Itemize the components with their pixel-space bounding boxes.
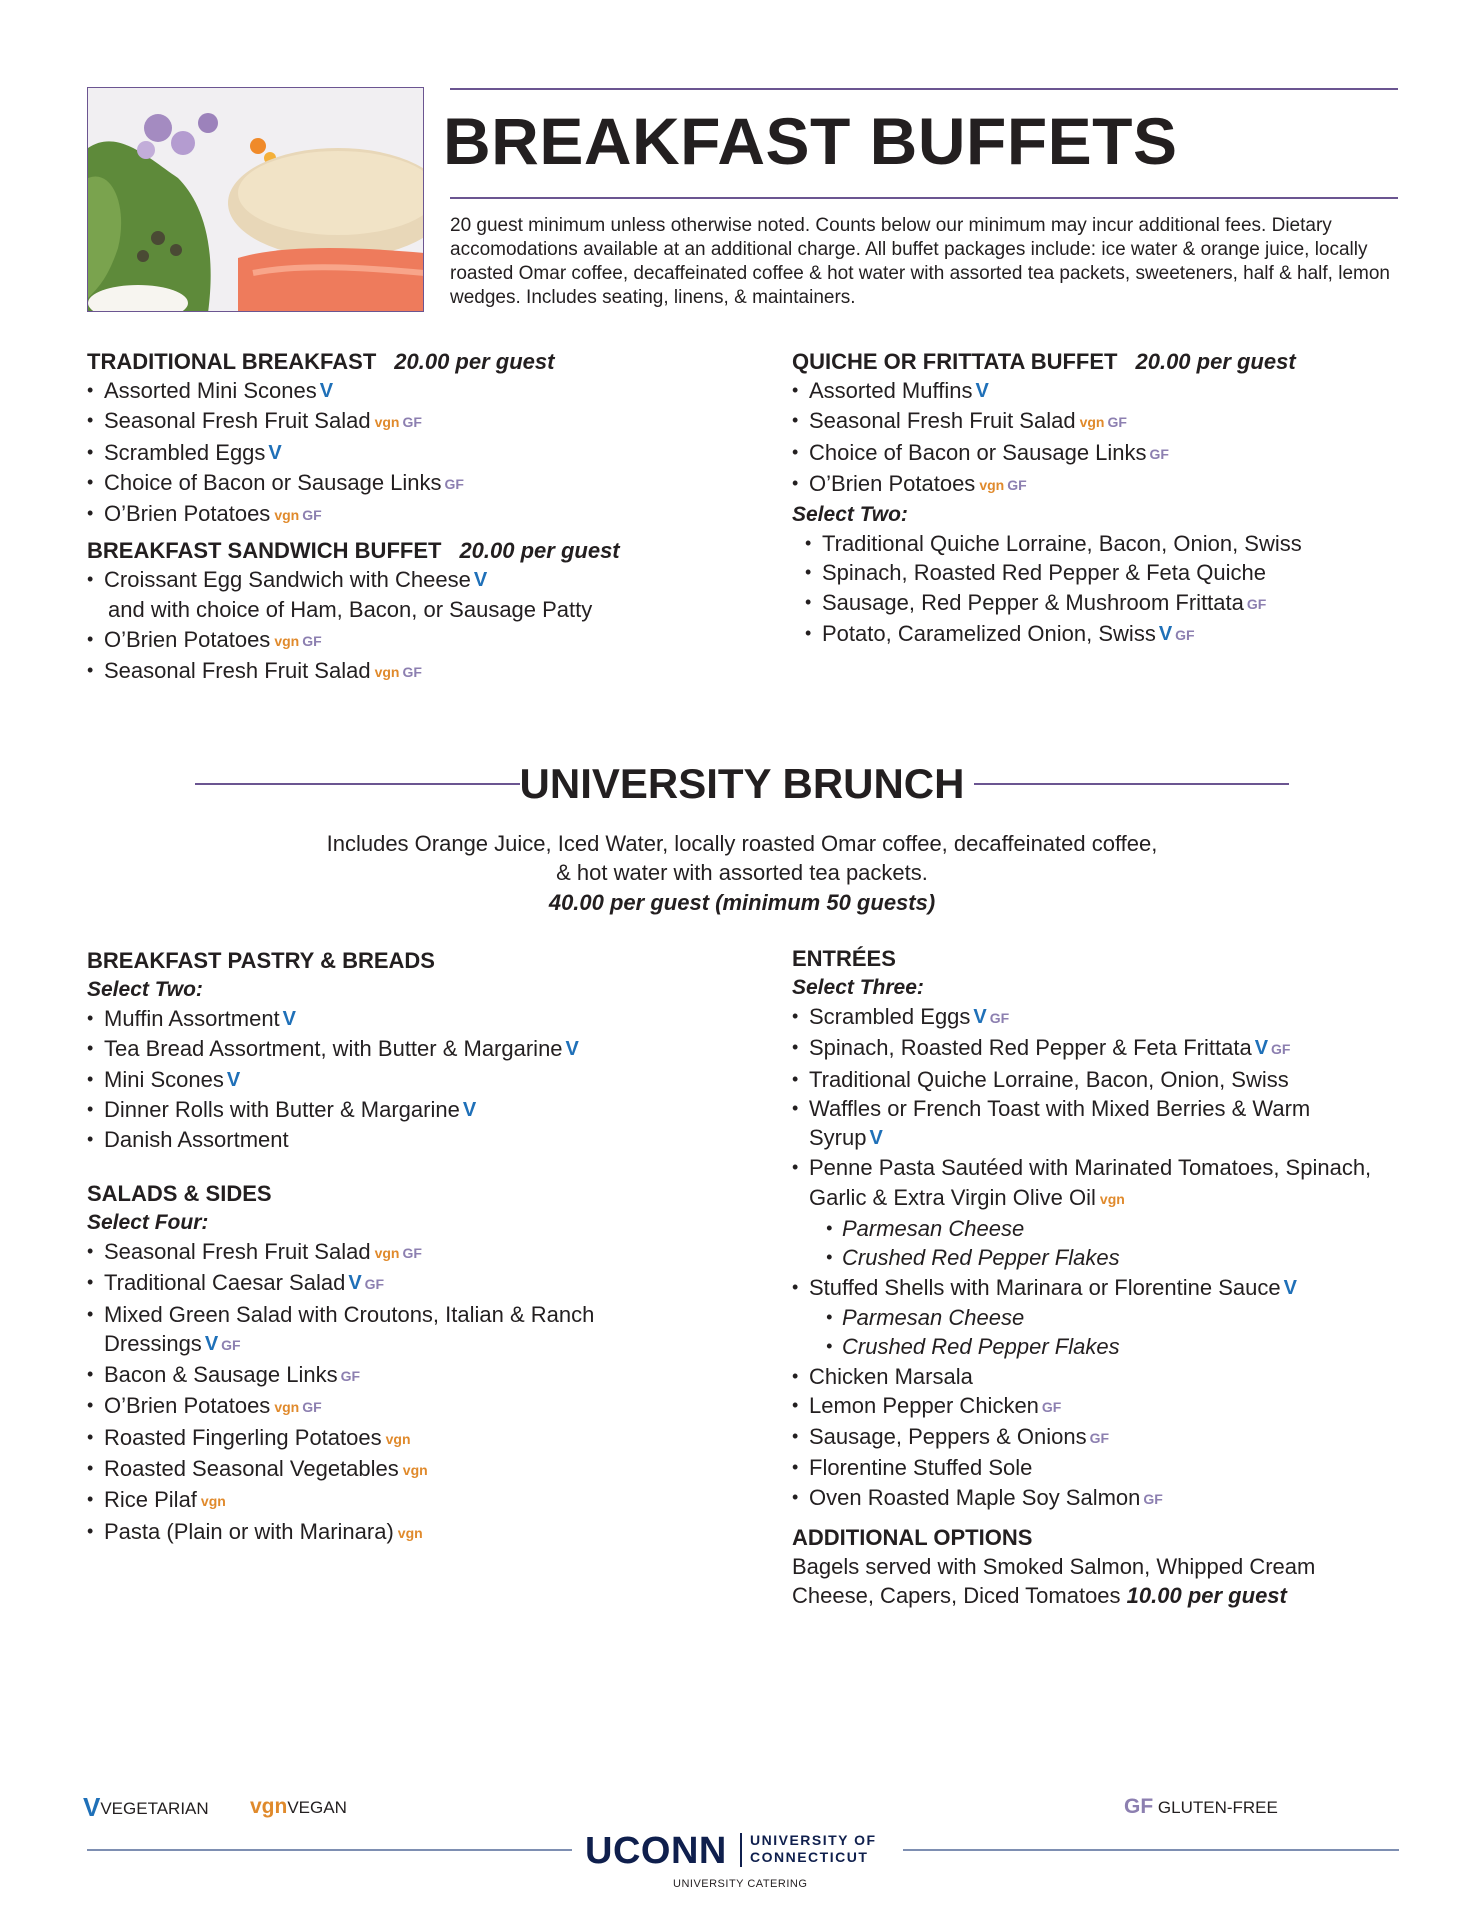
quiche-price: 20.00 per guest — [1135, 349, 1296, 374]
vegetarian-icon: V — [1283, 1276, 1297, 1299]
vegan-icon: vgn — [979, 476, 1005, 493]
gluten-free-icon: GF — [302, 1399, 322, 1416]
hero-food-photo — [87, 87, 424, 312]
vegan-icon: vgn — [274, 1399, 300, 1416]
quiche-title: QUICHE OR FRITTATA BUFFET — [792, 349, 1118, 374]
vegetarian-icon: V — [226, 1068, 241, 1091]
intro-text: 20 guest minimum unless otherwise noted. Counts below our minimum may incur additional fees. Dietary accomodations available at an additional charge. All buffet packages include: ice water & orange juice, locally roasted Omar coffee, decaffeinated coffee & hot water with assorted tea packets, sweeteners, half & half, lemon wedges. Includes seating, linens, & maintainers. — [450, 215, 1390, 308]
university-line2: CONNECTICUT — [750, 1849, 869, 1865]
section-title — [87, 537, 620, 565]
footer-right-rule — [903, 1849, 1399, 1851]
list-item: • Seasonal Fresh Fruit Salad vgn GF — [792, 406, 1302, 437]
list-item: • O’Brien Potatoes vgn GF — [87, 625, 620, 656]
list-item: • Traditional Quiche Lorraine, Bacon, Onion, Swiss — [792, 529, 1302, 558]
salads-select-label: Select Four: — [87, 1211, 209, 1234]
list-item: • Stuffed Shells with Marinara or Florentine Sauce V — [792, 1273, 1371, 1303]
header-top-rule — [450, 88, 1398, 90]
list-item: • Choice of Bacon or Sausage Links GF — [87, 468, 554, 499]
list-item: • Oven Roasted Maple Soy Salmon GF — [792, 1483, 1371, 1514]
list-item: • Muffin Assortment V — [87, 1004, 579, 1034]
sandwich-title: BREAKFAST SANDWICH BUFFET — [87, 538, 442, 563]
logo-divider — [740, 1833, 742, 1867]
additional-price: 10.00 per guest — [1126, 1583, 1287, 1609]
sandwich-buffet-section — [87, 537, 620, 687]
vegan-icon: vgn — [274, 632, 300, 649]
traditional-price: 20.00 per guest — [394, 349, 555, 374]
gluten-free-icon: GF — [1107, 414, 1127, 431]
list-item: • Roasted Fingerling Potatoes vgn — [87, 1423, 594, 1454]
list-item: • Traditional Caesar Salad V GF — [87, 1268, 594, 1299]
list-item: • Seasonal Fresh Fruit Salad vgn GF — [87, 656, 620, 687]
list-item: • O’Brien Potatoes vgn GF — [792, 469, 1302, 500]
gluten-free-icon: GF — [402, 1245, 422, 1261]
salads-title: SALADS & SIDES — [87, 1181, 272, 1206]
section-title — [792, 348, 1302, 376]
legend-vegan — [250, 1796, 347, 1819]
pastry-items — [87, 1004, 579, 1154]
vegan-icon: vgn — [250, 1795, 288, 1818]
additional-text — [792, 1552, 1315, 1611]
vegan-icon: vgn — [1099, 1190, 1125, 1207]
gluten-free-icon: GF — [221, 1336, 241, 1353]
list-item: • Tea Bread Assortment, with Butter & Margarine V — [87, 1034, 579, 1064]
nested-item: • Crushed Red Pepper Flakes — [792, 1332, 1371, 1361]
vegetarian-icon: V — [1158, 623, 1173, 646]
list-item: • Mixed Green Salad with Croutons, Italian & Ranch — [87, 1300, 594, 1329]
vegan-icon: vgn — [200, 1493, 226, 1510]
list-item: • Mini Scones V — [87, 1065, 579, 1095]
list-item: • Roasted Seasonal Vegetables vgn — [87, 1454, 594, 1485]
gluten-free-icon: GF — [1143, 1490, 1163, 1507]
gluten-free-icon: GF — [1041, 1398, 1062, 1415]
gluten-free-icon: GF — [1175, 627, 1195, 644]
quiche-buffet-section — [792, 348, 1302, 650]
list-item: • Waffles or French Toast with Mixed Berries & Warm — [792, 1094, 1371, 1123]
gluten-free-icon: GF — [1149, 445, 1169, 462]
list-item: • Florentine Stuffed Sole — [792, 1453, 1371, 1482]
entrees-items — [792, 1002, 1371, 1514]
vegetarian-icon: V — [975, 380, 989, 402]
gluten-free-icon: GF — [1007, 476, 1027, 493]
nested-item: • Parmesan Cheese — [792, 1214, 1371, 1243]
traditional-items — [87, 376, 554, 530]
list-item: • Danish Assortment — [87, 1125, 579, 1154]
uconn-logo: UCONN — [585, 1830, 727, 1872]
vegan-icon: vgn — [397, 1524, 423, 1541]
list-item: • Rice Pilaf vgn — [87, 1485, 594, 1516]
list-item: • Bacon & Sausage Links GF — [87, 1360, 594, 1391]
list-item: • Penne Pasta Sautéed with Marinated Tomatoes, Spinach, — [792, 1153, 1371, 1182]
list-item: • Potato, Caramelized Onion, Swiss V GF — [792, 619, 1302, 650]
legend-vegetarian-label: VEGETARIAN — [100, 1799, 209, 1818]
list-item: • Assorted Mini Scones V — [87, 376, 554, 406]
additional-line2: Cheese, Capers, Diced Tomatoes 10.00 per guest — [792, 1583, 1287, 1609]
list-item: • Traditional Quiche Lorraine, Bacon, Onion, Swiss — [792, 1065, 1371, 1094]
legend-gluten-free — [1124, 1796, 1278, 1819]
vegan-icon: vgn — [385, 1430, 411, 1447]
university-catering: UNIVERSITY CATERING — [673, 1878, 808, 1890]
list-item: • Sausage, Red Pepper & Mushroom Frittata GF — [792, 588, 1302, 619]
list-item: • Pasta (Plain or with Marinara) vgn — [87, 1517, 594, 1548]
pastry-select-label: Select Two: — [87, 978, 203, 1001]
vegetarian-icon: V — [869, 1127, 883, 1150]
traditional-breakfast-section — [87, 348, 554, 530]
footer-left-rule — [87, 1849, 572, 1851]
list-item: • Dinner Rolls with Butter & Margarine V — [87, 1095, 579, 1125]
vegetarian-icon: V — [348, 1272, 362, 1295]
quiche-items — [792, 376, 1302, 500]
gluten-free-icon: GF — [1089, 1430, 1110, 1447]
list-item: • Choice of Bacon or Sausage Links GF — [792, 438, 1302, 469]
vegetarian-icon: V — [282, 1008, 297, 1030]
vegan-icon: vgn — [402, 1462, 428, 1479]
nested-item: • Crushed Red Pepper Flakes — [792, 1243, 1371, 1272]
quiche-options — [792, 529, 1302, 650]
legend-vegan-label: VEGAN — [287, 1798, 347, 1817]
list-item: • Croissant Egg Sandwich with Cheese V — [87, 565, 620, 595]
salads-section — [87, 1180, 594, 1548]
quiche-select-label: Select Two: — [792, 503, 908, 527]
gluten-free-icon: GF — [1246, 595, 1267, 612]
list-item-continuation: and with choice of Ham, Bacon, or Sausage Patty — [108, 597, 593, 623]
traditional-title: TRADITIONAL BREAKFAST — [87, 349, 377, 374]
list-item: • Spinach, Roasted Red Pepper & Feta Frittata V GF — [792, 1033, 1371, 1064]
list-item: • Seasonal Fresh Fruit Salad vgn GF — [87, 406, 554, 437]
entrees-select-label: Select Three: — [792, 976, 924, 999]
legend-gluten-free-label: GLUTEN-FREE — [1157, 1798, 1278, 1817]
list-item: • Seasonal Fresh Fruit Salad vgn GF — [87, 1237, 594, 1268]
vegan-icon: vgn — [374, 414, 400, 431]
vegetarian-icon: V — [83, 1792, 101, 1822]
vegetarian-icon: V — [473, 569, 488, 591]
entrees-title: ENTRÉES — [792, 946, 896, 971]
additional-options-section — [792, 1524, 1315, 1611]
vegetarian-icon: V — [204, 1332, 219, 1355]
vegan-icon: vgn — [1079, 414, 1105, 431]
list-item: • Spinach, Roasted Red Pepper & Feta Quiche — [792, 558, 1302, 587]
gluten-free-icon: GF — [340, 1368, 361, 1385]
list-item-continuation: Dressings V GF — [104, 1330, 241, 1356]
list-item-continuation: Syrup V — [809, 1125, 883, 1151]
gluten-free-icon: GF — [302, 507, 322, 524]
brunch-desc-line2: & hot water with assorted tea packets. — [556, 860, 928, 886]
list-item: • O’Brien Potatoes vgn GF — [87, 1391, 594, 1422]
entrees-section — [792, 945, 1371, 1514]
list-item-continuation: Garlic & Extra Virgin Olive Oil vgn — [809, 1184, 1125, 1210]
list-item: • Lemon Pepper Chicken GF — [792, 1391, 1371, 1422]
legend-vegetarian — [83, 1792, 209, 1822]
sandwich-price: 20.00 per guest — [459, 538, 620, 563]
pastry-title: BREAKFAST PASTRY & BREADS — [87, 948, 435, 973]
brunch-title: UNIVERSITY BRUNCH — [519, 760, 965, 807]
salads-items — [87, 1237, 594, 1548]
gluten-free-icon: GF — [402, 414, 422, 431]
vegetarian-icon: V — [1254, 1037, 1269, 1060]
header-bottom-rule — [450, 197, 1398, 199]
vegetarian-icon: V — [973, 1006, 987, 1028]
gluten-free-icon: GF — [364, 1276, 385, 1293]
list-item: • Chicken Marsala — [792, 1362, 1371, 1391]
gluten-free-icon: GF — [1124, 1795, 1154, 1818]
gluten-free-icon: GF — [1271, 1041, 1291, 1058]
vegetarian-icon: V — [462, 1098, 477, 1121]
sandwich-items — [87, 565, 620, 687]
list-item: • Assorted Muffins V — [792, 376, 1302, 406]
nested-item: • Parmesan Cheese — [792, 1303, 1371, 1332]
section-title — [87, 348, 554, 376]
vegetarian-icon: V — [268, 441, 282, 464]
pastry-section — [87, 947, 579, 1154]
vegan-icon: vgn — [274, 507, 300, 524]
list-item: • Scrambled Eggs V GF — [792, 1002, 1371, 1033]
university-line1: UNIVERSITY OF — [750, 1832, 877, 1848]
brunch-description — [0, 829, 1484, 917]
gluten-free-icon: GF — [444, 475, 464, 492]
vegan-icon: vgn — [374, 1245, 400, 1261]
food-photo-illustration — [88, 88, 424, 312]
vegetarian-icon: V — [565, 1038, 579, 1061]
vegan-icon: vgn — [374, 663, 400, 680]
list-item: • O’Brien Potatoes vgn GF — [87, 499, 554, 530]
university-name — [750, 1832, 877, 1866]
additional-line1: Bagels served with Smoked Salmon, Whipped Cream — [792, 1554, 1316, 1579]
gluten-free-icon: GF — [402, 663, 422, 680]
page-title: BREAKFAST BUFFETS — [443, 104, 1178, 178]
additional-title: ADDITIONAL OPTIONS — [792, 1525, 1033, 1550]
list-item: • Scrambled Eggs V — [87, 438, 554, 468]
brunch-price: 40.00 per guest (minimum 50 guests) — [548, 889, 936, 915]
vegetarian-icon: V — [319, 380, 334, 402]
gluten-free-icon: GF — [989, 1010, 1010, 1026]
list-item: • Sausage, Peppers & Onions GF — [792, 1422, 1371, 1453]
brunch-desc-line1: Includes Orange Juice, Iced Water, locally roasted Omar coffee, decaffeinated coffee, — [326, 831, 1158, 856]
gluten-free-icon: GF — [302, 632, 322, 649]
